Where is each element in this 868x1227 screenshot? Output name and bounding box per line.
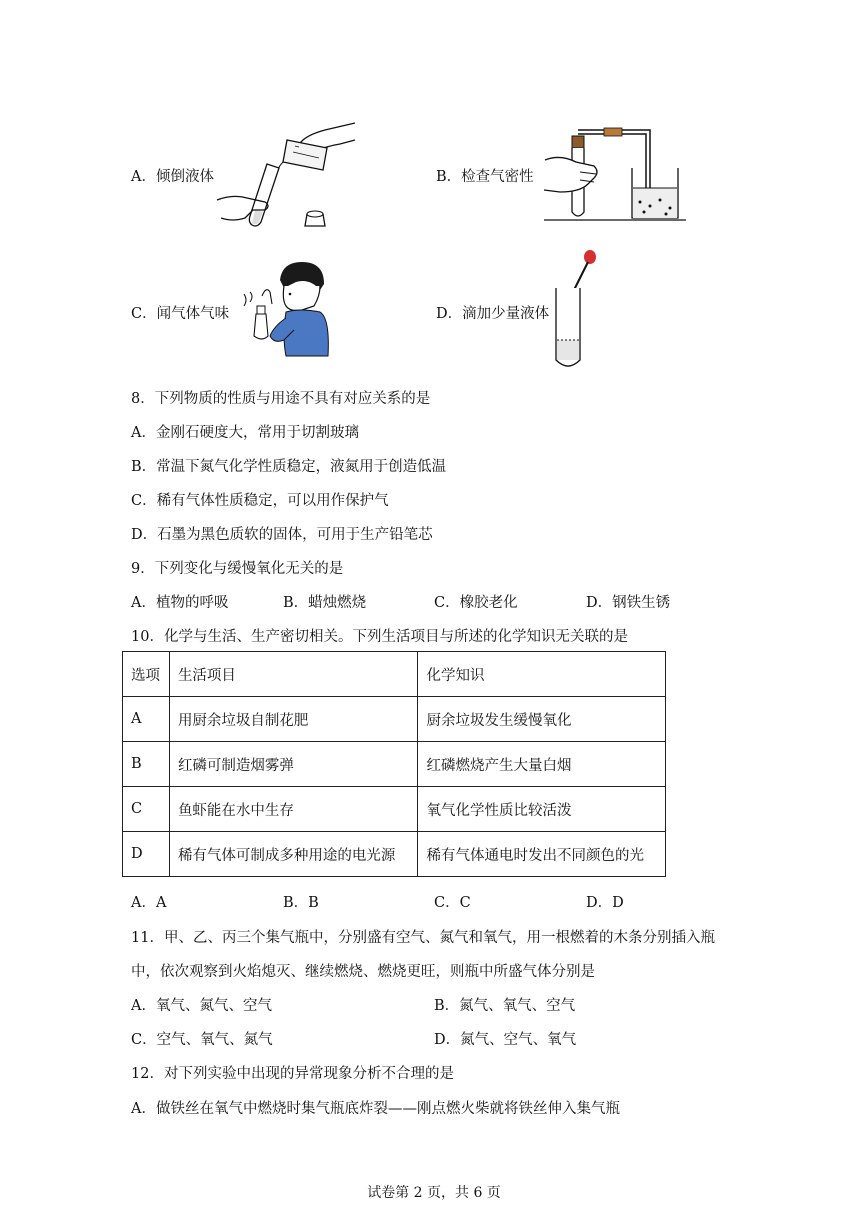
table-header-cell: 生活项目 xyxy=(169,652,418,697)
q7-option-b: B．检查气密性 xyxy=(436,169,534,185)
table-row xyxy=(123,787,666,832)
q8-option-d: D．石墨为黑色质软的固体，可用于生产铅笔芯 xyxy=(131,527,433,543)
table-header-cell: 选项 xyxy=(123,652,170,697)
q9-option-b: B．蜡烛燃烧 xyxy=(283,595,367,611)
table-cell: 红磷燃烧产生大量白烟 xyxy=(418,742,666,787)
table-header-cell: 化学知识 xyxy=(418,652,666,697)
q8-option-b: B．常温下氮气化学性质稳定，液氮用于创造低温 xyxy=(131,459,447,475)
dropping-liquid-illustration xyxy=(550,248,600,370)
table-cell: B xyxy=(123,742,170,787)
table-row xyxy=(123,832,666,877)
q9-option-c: C．橡胶老化 xyxy=(434,595,518,611)
q12-stem: 12．对下列实验中出现的异常现象分析不合理的是 xyxy=(131,1066,454,1082)
q7-option-d: D．滴加少量液体 xyxy=(436,306,550,322)
table-cell: D xyxy=(123,832,170,877)
q9-stem: 9．下列变化与缓慢氧化无关的是 xyxy=(131,561,344,577)
q9-option-a: A．植物的呼吸 xyxy=(131,595,229,611)
table-row xyxy=(123,697,666,742)
q11-stem-line2: 中，依次观察到火焰熄灭、继续燃烧、燃烧更旺，则瓶中所盛气体分别是 xyxy=(131,964,595,980)
table-cell: 稀有气体通电时发出不同颜色的光 xyxy=(418,832,666,877)
q8-option-c: C．稀有气体性质稳定，可以用作保护气 xyxy=(131,493,389,509)
q10-option-a: A．A xyxy=(131,895,167,911)
table-cell: A xyxy=(123,697,170,742)
pouring-liquid-illustration xyxy=(215,118,360,230)
smelling-gas-illustration xyxy=(240,256,332,360)
table-row xyxy=(123,742,666,787)
table-cell: 红磷可制造烟雾弹 xyxy=(169,742,418,787)
table-cell: 鱼虾能在水中生存 xyxy=(169,787,418,832)
q7-option-c: C．闻气体气味 xyxy=(131,306,230,322)
q12-option-a: A．做铁丝在氧气中燃烧时集气瓶底炸裂——刚点燃火柴就将铁丝伸入集气瓶 xyxy=(131,1101,620,1117)
q11-option-d: D．氮气、空气、氧气 xyxy=(434,1032,577,1048)
q10-option-b: B．B xyxy=(283,895,319,911)
table-cell: 氧气化学性质比较活泼 xyxy=(418,787,666,832)
q9-option-d: D．钢铁生锈 xyxy=(586,595,671,611)
table-cell: 稀有气体可制成多种用途的电光源 xyxy=(169,832,418,877)
q8-option-a: A．金刚石硬度大，常用于切割玻璃 xyxy=(131,425,359,441)
q10-option-d: D．D xyxy=(586,895,624,911)
table-cell: C xyxy=(123,787,170,832)
table-cell: 厨余垃圾发生缓慢氧化 xyxy=(418,697,666,742)
q11-stem-line1: 11．甲、乙、丙三个集气瓶中，分别盛有空气、氮气和氧气，用一根燃着的木条分别插入瓶 xyxy=(131,930,715,946)
q11-option-c: C．空气、氧气、氮气 xyxy=(131,1032,273,1048)
q8-stem: 8．下列物质的性质与用途不具有对应关系的是 xyxy=(131,391,431,407)
q11-option-b: B．氮气、氧气、空气 xyxy=(434,998,576,1014)
page-footer: 试卷第 2 页，共 6 页 xyxy=(367,1185,501,1201)
table-cell: 用厨余垃圾自制花肥 xyxy=(169,697,418,742)
airtightness-check-illustration xyxy=(540,122,688,224)
q11-option-a: A．氧气、氮气、空气 xyxy=(131,998,272,1014)
q10-table xyxy=(122,651,666,877)
q10-stem: 10．化学与生活、生产密切相关。下列生活项目与所述的化学知识无关联的是 xyxy=(131,629,628,645)
q10-option-c: C．C xyxy=(434,895,471,911)
table-header-row xyxy=(123,652,666,697)
q7-option-a: A．倾倒液体 xyxy=(131,169,214,185)
